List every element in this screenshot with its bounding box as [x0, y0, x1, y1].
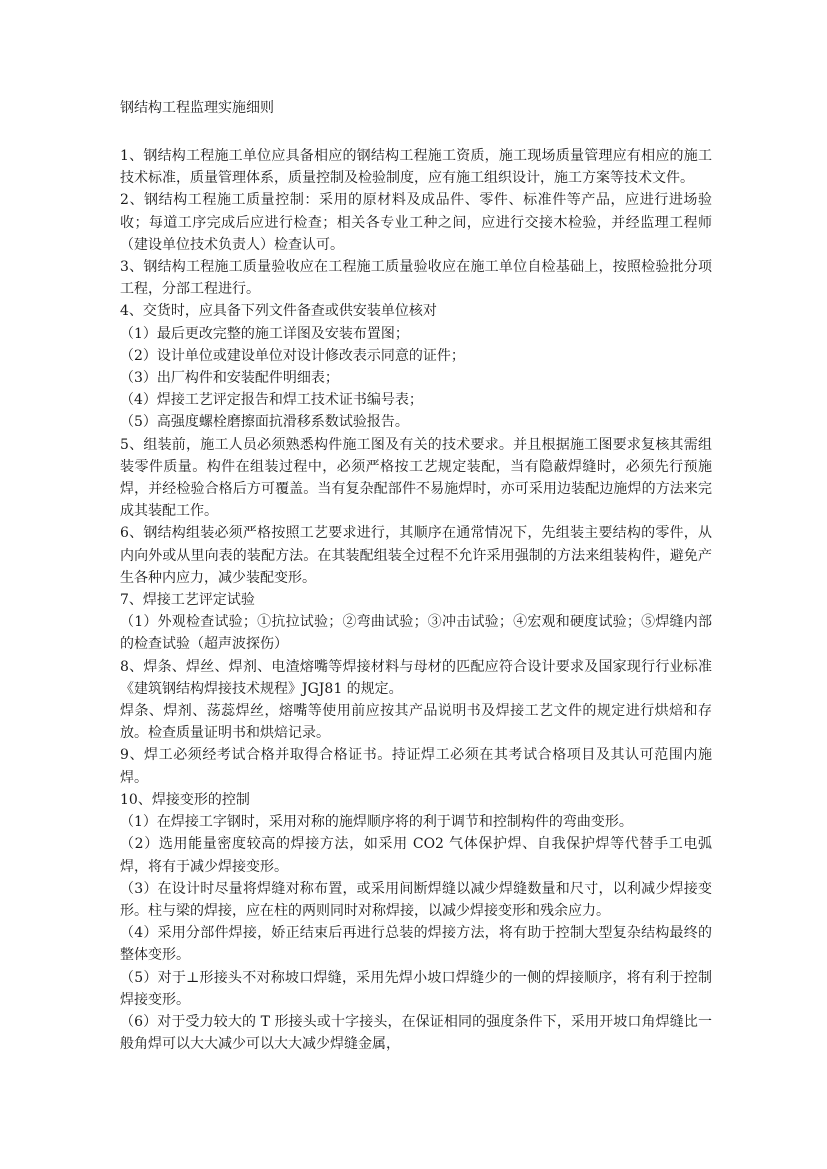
list-item: （3）在设计时尽量将焊缝对称布置，或采用间断焊缝以减少焊缝数量和尺寸，以利减少焊接变形。柱与梁的焊接，应在柱的两则同时对称焊接，以减少焊接变形和残余应力。 [120, 880, 712, 919]
list-item: （1）最后更改完整的施工详图及安装布置图； [120, 325, 409, 342]
list-item: （2）设计单位或建设单位对设计修改表示同意的证件； [120, 347, 465, 364]
list-item: （1）在焊接工字钢时，采用对称的施焊顺序将的利于调节和控制构件的弯曲变形。 [120, 814, 633, 831]
list-item: （3）出厂构件和安装配件明细表； [120, 370, 339, 387]
paragraph-1: 1、钢结构工程施工单位应具备相应的钢结构工程施工资质，施工现场质量管理应有相应的施工技术标准，质量管理体系，质量控制及检验制度，应有施工组织设计，施工方案等技术文件。 [120, 148, 712, 187]
paragraph-4-heading: 4、交货时，应具备下列文件备查或供安装单位核对 [120, 303, 437, 320]
paragraph-9: 9、焊工必须经考试合格并取得合格证书。持证焊工必须在其考试合格项目及其认可范围内施焊。 [120, 747, 712, 786]
paragraph-6: 6、钢结构组装必须严格按照工艺要求进行，其顺序在通常情况下，先组装主要结构的零件，从内向外或从里向表的装配方法。在其装配组装全过程不允许采用强制的方法来组装构件，避免产生各种内应力，减少装配变形。 [120, 525, 712, 586]
paragraph-7-heading: 7、焊接工艺评定试验 [120, 592, 255, 609]
list-item: （4）焊接工艺评定报告和焊工技术证书编号表； [120, 392, 423, 409]
list-item: （5）对于⊥形接头不对称坡口焊缝，采用先焊小坡口焊缝少的一侧的焊接顺序，将有利于控制焊接变形。 [120, 969, 712, 1008]
paragraph-5: 5、组装前，施工人员必须熟悉构件施工图及有关的技术要求。并且根据施工图要求复核其需组装零件质量。构件在组装过程中，必须严格按工艺规定装配，当有隐蔽焊缝时，必须先行预施焊，并经检验合格后方可覆盖。当有复杂配部件不易施焊时，亦可采用边装配边施焊的方法来完成其装配工作。 [120, 436, 712, 520]
paragraph-3: 3、钢结构工程施工质量验收应在工程施工质量验收应在施工单位自检基础上，按照检验批分项工程，分部工程进行。 [120, 259, 712, 298]
list-item: （2）选用能量密度较高的焊接方法，如采用 CO2 气体保护焊、自我保护焊等代替手工电弧焊，将有于减少焊接变形。 [120, 836, 712, 875]
paragraph-2: 2、钢结构工程施工质量控制：采用的原材料及成品件、零件、标准件等产品，应进行进场验收；每道工序完成后应进行检查；相关各专业工种之间，应进行交接木检验，并经监理工程师（建设单位技术负责人）检查认可。 [120, 192, 712, 253]
document-title: 钢结构工程监理实施细则 [120, 100, 274, 116]
list-item: （1）外观检查试验；①抗拉试验；②弯曲试验；③冲击试验；④宏观和硬度试验；⑤焊缝内部的检查试验（超声波探伤） [120, 614, 712, 653]
paragraph-8: 8、焊条、焊丝、焊剂、电渣熔嘴等焊接材料与母材的匹配应符合设计要求及国家现行行业标准《建筑钢结构焊接技术规程》JGJ81 的规定。 [120, 658, 712, 697]
list-item: （5）高强度螺栓磨擦面抗滑移系数试验报告。 [120, 414, 409, 431]
document-body [120, 145, 712, 1055]
list-item: （4）采用分部件焊接，娇正结束后再进行总装的焊接方法，将有助于控制大型复杂结构最终的整体变形。 [120, 925, 712, 964]
list-item: （6）对于受力较大的 T 形接头或十字接头，在保证相同的强度条件下，采用开坡口角焊缝比一般角焊可以大大减少可以大大减少焊缝金属， [120, 1013, 712, 1053]
paragraph-10-heading: 10、焊接变形的控制 [120, 791, 250, 808]
paragraph-8-continued: 焊条、焊剂、荡蕊焊丝，熔嘴等使用前应按其产品说明书及焊接工艺文件的规定进行烘焙和存放。检查质量证明书和烘焙记录。 [120, 703, 712, 742]
